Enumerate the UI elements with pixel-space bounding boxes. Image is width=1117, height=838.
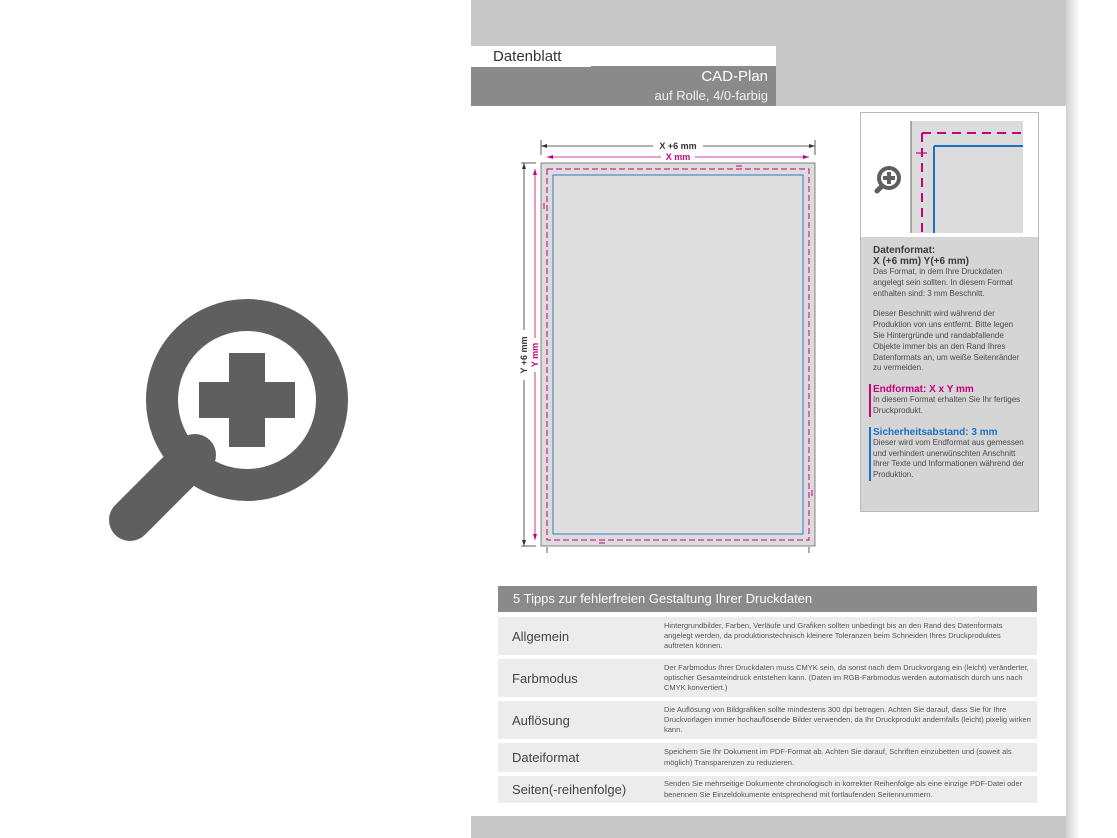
detail-legend-box: [860, 112, 1039, 512]
doc-title: CAD-Plan: [701, 68, 768, 85]
zoom-in-icon[interactable]: [100, 290, 360, 550]
tip-text: Die Auflösung von Bildgrafiken sollte mindestens 300 dpi betragen. Achten Sie darauf, dass Sie für Ihre Druckvorlagen immer hochauflösende Bilder verwenden, da Ihr Druckprodukt andernfalls (leicht) pixelig wirken kann.: [664, 704, 1031, 735]
endformat-title: Endformat: X x Y mm: [873, 384, 974, 396]
legend-text: [861, 237, 1038, 511]
x-outer-label: X +6 mm: [659, 141, 697, 151]
sicherheit-text: Dieser wird vom Endformat aus gemessen und verhindert unerwünschten Anschnitt Ihrer Texte und Informationen während der Produktion.: [873, 437, 1025, 480]
tips-table: [498, 586, 1037, 807]
tip-row-dateiformat: [498, 743, 1037, 772]
tip-text: Hintergrundbilder, Farben, Verläufe und Grafiken sollten unbedingt bis an den Rand des Datenformats angelegt werden, da produktionstechnisch kleinere Toleranzen beim Schneiden Ihres Druckproduktes auftreten können.: [664, 620, 1003, 651]
endformat-text: In diesem Format erhalten Sie Ihr fertiges Druckprodukt.: [873, 395, 1021, 415]
tip-row-farbmodus: [498, 659, 1037, 697]
tip-row-seiten: [498, 776, 1037, 803]
data-sheet: [471, 0, 1066, 838]
bottom-band: [471, 816, 1066, 838]
sheet-tab: Datenblatt: [471, 46, 591, 67]
zoom-small-icon[interactable]: [877, 168, 899, 191]
datenformat-title: Datenformat:: [873, 245, 936, 256]
x-inner-label: X mm: [665, 152, 691, 162]
tip-label: Farbmodus: [512, 670, 578, 686]
tip-label: Allgemein: [512, 628, 570, 644]
tip-label: Auflösung: [512, 712, 570, 728]
tip-row-allgemein: [498, 617, 1037, 655]
tip-text: Der Farbmodus Ihrer Druckdaten muss CMYK sein, da sonst nach dem Druckvorgang ein (leicht) veränderter, optischer Gesamteindruck entstehen kann. (Daten im RGB-Farbmodus werden automatisch durch uns nach CMYK konvertiert.): [664, 662, 1029, 693]
detail-zoom-view: [861, 113, 1038, 237]
datenformat-text: Das Format, in dem Ihre Druckdaten angelegt sein sollten. In diesem Format enthalten sind: 3 mm Beschnitt.: [873, 267, 1013, 298]
sicherheit-block: [869, 427, 1026, 481]
top-band: [471, 0, 1066, 46]
header-band: [776, 46, 1066, 106]
sicherheit-title: Sicherheitsabstand: 3 mm: [873, 426, 998, 438]
doc-subtitle: auf Rolle, 4/0-farbig: [654, 88, 768, 103]
sheet-shadow: [1066, 0, 1080, 838]
y-inner-label: Y mm: [530, 342, 540, 368]
tip-text: Speichern Sie Ihr Dokument im PDF-Format ab. Achten Sie darauf, Schriften einzubetten und (soweit als möglich) Transparenzen zu reduzieren.: [664, 747, 1012, 767]
y-outer-label: Y +6 mm: [519, 336, 529, 374]
datenformat-dims: X (+6 mm) Y(+6 mm): [873, 256, 969, 267]
tips-heading: 5 Tipps zur fehlerfreien Gestaltung Ihrer Druckdaten: [498, 586, 1037, 612]
tip-label: Seiten(-reihenfolge): [512, 782, 627, 797]
tip-label: Dateiformat: [512, 750, 580, 765]
beschnitt-text: Dieser Beschnitt wird während der Produktion von uns entfernt. Bitte legen Sie Hintergründe und randabfallende Objekte immer bis an den Rand Ihres Datenformats an, um weiße Seitenränder zu vermeiden.: [873, 309, 1020, 373]
tip-text: Senden Sie mehrseitige Dokumente chronologisch in korrekter Reihenfolge als eine einzige PDF-Datei oder benennen Sie Einzeldokumente entsprechend mit fortlaufenden Seitennummern.: [664, 779, 1023, 799]
endformat-block: [869, 384, 1026, 417]
cad-plan-drawing: [511, 135, 851, 555]
tip-row-aufloesung: [498, 701, 1037, 739]
